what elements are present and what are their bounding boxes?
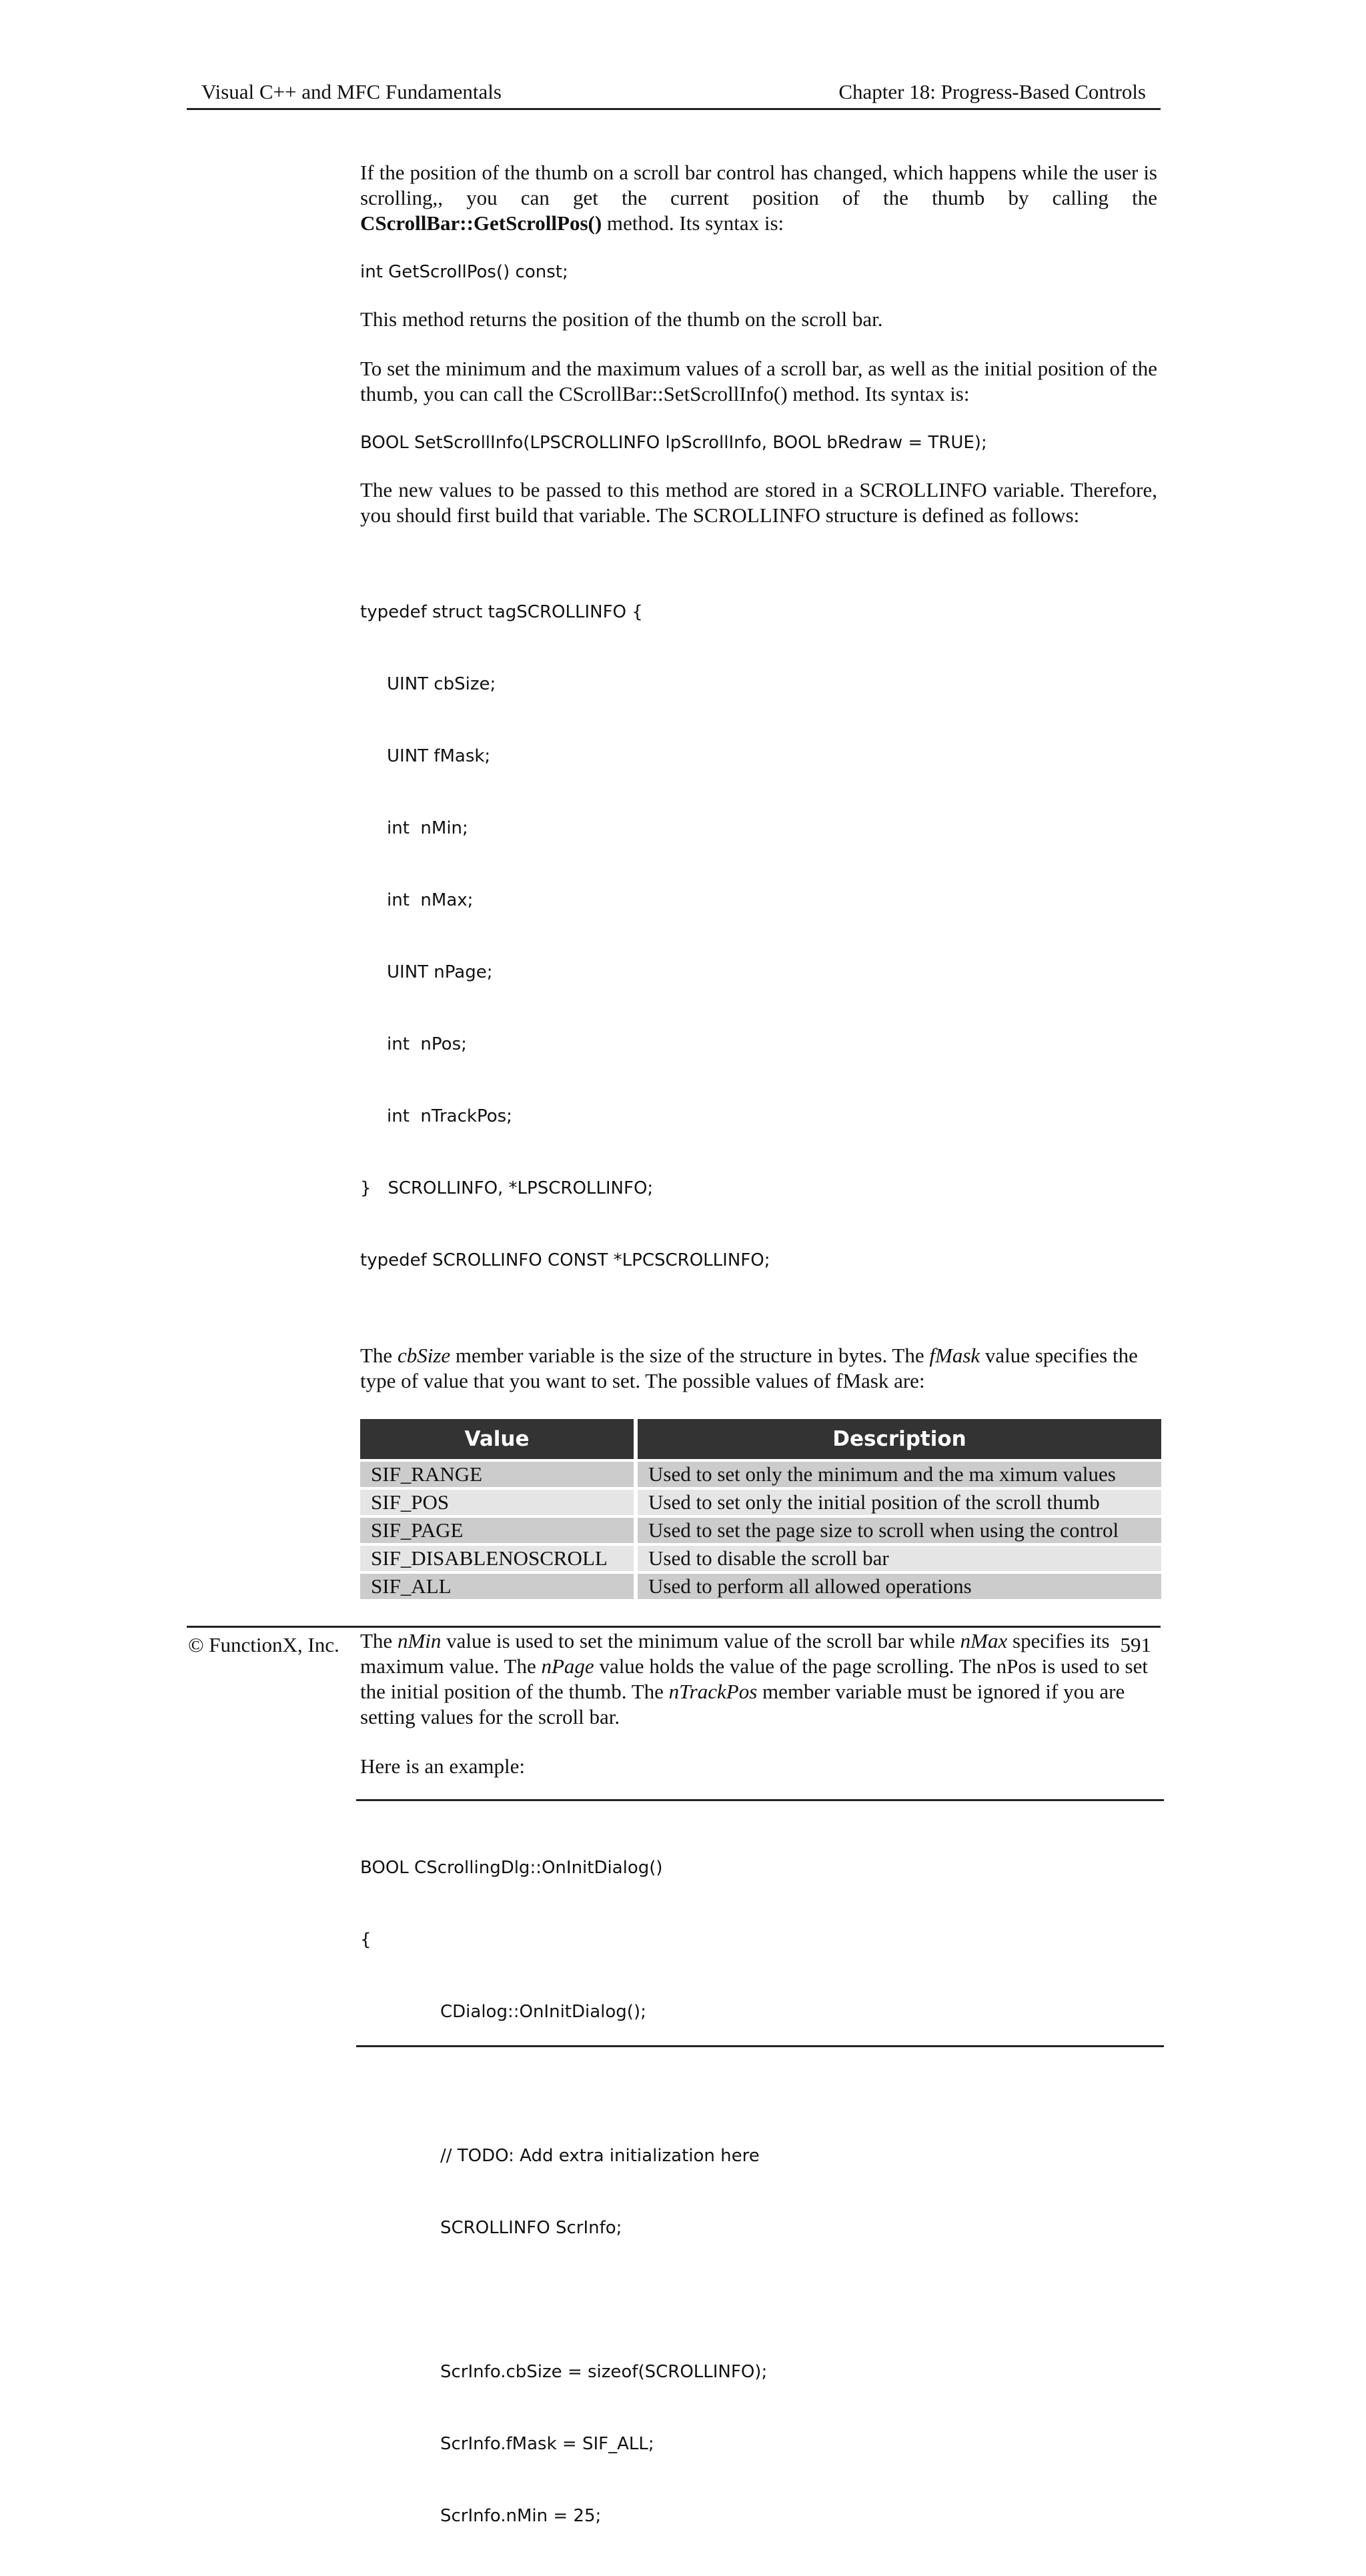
code-example-box (356, 1799, 1164, 2526)
code-line: BOOL SetScrollInfo(LPSCROLLINFO lpScrollInfo, BOOL bRedraw = TRUE); (360, 433, 987, 453)
description-cell: Used to set only the minimum and the ma ximum values (638, 1462, 1161, 1487)
table-row (360, 1546, 1161, 1571)
code-line: BOOL CScrollingDlg::OnInitDialog() (360, 1858, 663, 1878)
code-line: SCROLLINFO ScrInfo; (440, 2218, 622, 2238)
value-cell: SIF_POS (360, 1490, 634, 1515)
code-line: UINT fMask; (387, 746, 491, 766)
page-number: 591 (1120, 1633, 1151, 1656)
code-line: // TODO: Add extra initialization here (440, 2146, 760, 2166)
paragraph-text: value holds the value of the page scrolling. The nPos is used to set the initial position of the thumb. The (360, 1654, 1148, 1703)
page-body (360, 160, 1157, 2526)
table-header-row (360, 1419, 1161, 1459)
column-header-description: Description (638, 1419, 1161, 1459)
table-row (360, 1462, 1161, 1487)
code-line: int nMin; (387, 818, 468, 838)
code-line: } SCROLLINFO, *LPSCROLLINFO; (360, 1178, 654, 1198)
value-cell: SIF_DISABLENOSCROLL (360, 1546, 634, 1571)
description-cell: Used to set the page size to scroll when using the control (638, 1518, 1161, 1543)
table-row (360, 1490, 1161, 1515)
code-scrollinfo-struct (360, 552, 1157, 1320)
code-line: UINT cbSize; (387, 674, 496, 694)
term-nmax: nMax (960, 1629, 1008, 1652)
code-getscrollpos-syntax (360, 260, 1157, 284)
paragraph-text: value specifies the type of value that you want to set. The possible values of fMask are: (360, 1344, 1138, 1392)
code-line: ScrInfo.fMask = SIF_ALL; (440, 2434, 654, 2454)
page-header (187, 80, 1161, 110)
paragraph-text: The (360, 1344, 398, 1367)
paragraph-cbsize-fmask (360, 1343, 1157, 1394)
description-cell: Used to perform all allowed operations (638, 1574, 1161, 1599)
code-line: { (360, 1930, 372, 1950)
header-book-title: Visual C++ and MFC Fundamentals (201, 80, 502, 103)
paragraph-returns-position: This method returns the position of the thumb on the scroll bar. (360, 307, 883, 331)
term-npage: nPage (541, 1654, 594, 1678)
value-cell: SIF_PAGE (360, 1518, 634, 1543)
paragraph-text: specifies its maximum value. The (360, 1629, 1110, 1678)
paragraph-scrollinfo-intro: The new values to be passed to this method are stored in a SCROLLINFO variable. Therefore, you should first build that variable. The SCROLLINFO structure is defined as follows: (360, 478, 1157, 527)
paragraph-text: method. Its syntax is: (602, 211, 784, 235)
column-header-value: Value (360, 1419, 634, 1459)
term-fmask: fMask (929, 1344, 980, 1367)
code-line: int nMax; (387, 890, 474, 910)
code-line: CDialog::OnInitDialog(); (440, 2002, 646, 2022)
code-line: int GetScrollPos() const; (360, 262, 568, 282)
fmask-values-table (356, 1416, 1165, 1602)
header-chapter-title: Chapter 18: Progress-Based Controls (838, 80, 1146, 103)
term-nmin: nMin (397, 1629, 442, 1652)
code-setscrollinfo-syntax (360, 431, 1157, 455)
term-ntrackpos: nTrackPos (668, 1680, 758, 1703)
code-line: int nTrackPos; (387, 1106, 512, 1126)
value-cell: SIF_RANGE (360, 1462, 634, 1487)
table-row (360, 1518, 1161, 1543)
paragraph-text: value is used to set the minimum value of the scroll bar while (441, 1629, 960, 1652)
page-footer (187, 1626, 1161, 1661)
paragraph-setscrollinfo: To set the minimum and the maximum values of a scroll bar, as well as the initial position of the thumb, you can call the CScrollBar::SetScrollInfo() method. Its syntax is: (360, 357, 1157, 405)
value-cell: SIF_ALL (360, 1574, 634, 1599)
paragraph-text: member variable must be ignored if you are setting values for the scroll bar. (360, 1680, 1125, 1728)
term-cbsize: cbSize (397, 1344, 451, 1367)
description-cell: Used to disable the scroll bar (638, 1546, 1161, 1571)
paragraph-text: member variable is the size of the structure in bytes. The (450, 1344, 930, 1367)
footer-copyright: © FunctionX, Inc. (188, 1633, 339, 1656)
code-line: typedef struct tagSCROLLINFO { (360, 602, 643, 622)
code-line (360, 2288, 1164, 2312)
method-name-getscrollpos: CScrollBar::GetScrollPos() (360, 211, 602, 235)
paragraph-text: The (360, 1629, 398, 1652)
paragraph-getscrollpos (360, 160, 1157, 236)
code-oninitdialog (360, 1808, 1164, 2576)
code-line: ScrInfo.nMin = 25; (440, 2506, 602, 2526)
paragraph-example-intro: Here is an example: (360, 1754, 526, 1778)
paragraph-text: If the position of the thumb on a scroll bar control has changed, which happens while the user is scrolling,, you can get the current position of the thumb by calling the (360, 161, 1157, 209)
code-line: UINT nPage; (387, 962, 493, 982)
code-line: ScrInfo.cbSize = sizeof(SCROLLINFO); (440, 2362, 768, 2382)
code-line (360, 2072, 1164, 2096)
description-cell: Used to set only the initial position of the scroll thumb (638, 1490, 1161, 1515)
code-line: typedef SCROLLINFO CONST *LPCSCROLLINFO; (360, 1250, 770, 1270)
table-row (360, 1574, 1161, 1599)
code-line: int nPos; (387, 1034, 467, 1054)
